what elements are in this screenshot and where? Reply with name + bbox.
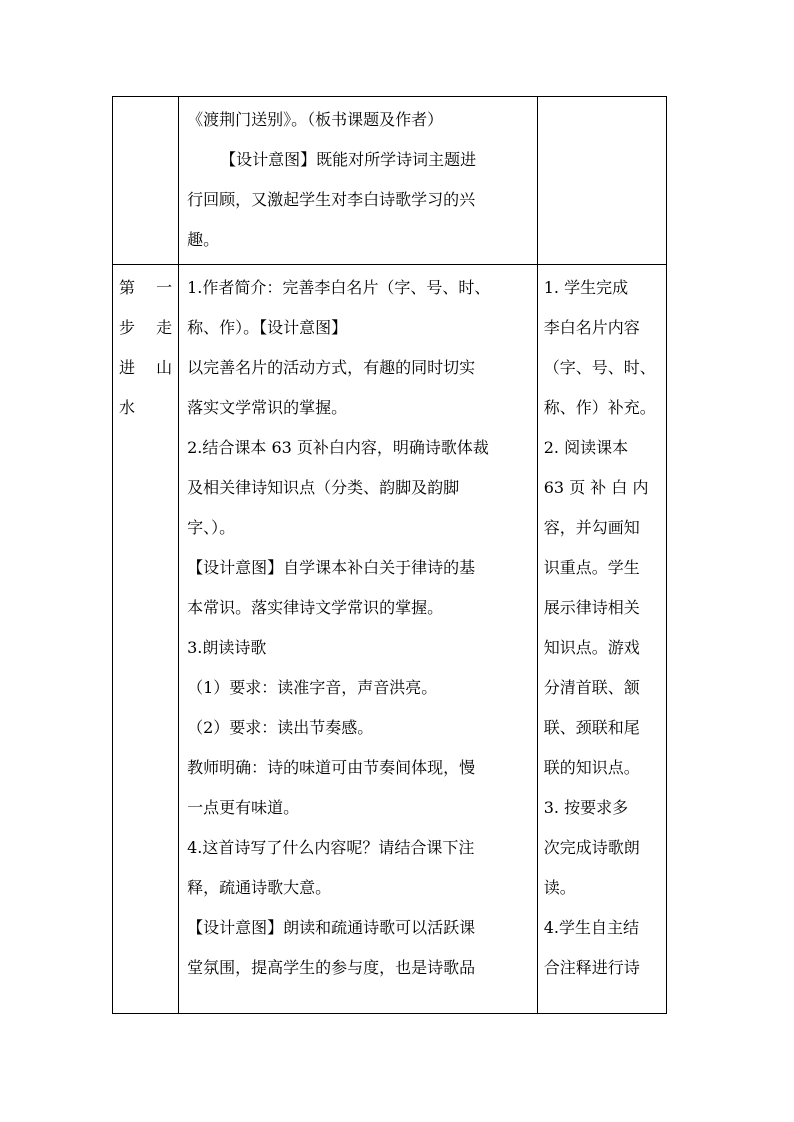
step-label-line: 第 一: [119, 278, 173, 297]
teacher-line: 行回顾，又激起学生对李白诗歌学习的兴: [187, 190, 476, 209]
teacher-line: 趣。: [187, 230, 220, 249]
teacher-line: 称、作）。【设计意图】: [187, 318, 348, 337]
teacher-line: 以完善名片的活动方式，有趣的同时切实: [187, 358, 476, 377]
teacher-line: 字、）。: [187, 518, 236, 537]
student-line: 联、颈联和尾: [543, 718, 640, 737]
step-cell-step-1: [113, 265, 179, 1014]
student-line: 63 页 补 白 内: [543, 478, 649, 497]
teacher-line: （2）要求：读出节奏感。: [187, 718, 374, 737]
teacher-line: （1）要求：读准字音，声音洪亮。: [187, 678, 438, 697]
step-cell-intro: [113, 97, 179, 265]
student-line: 展示律诗相关: [543, 598, 640, 617]
student-line: 李白名片内容: [543, 318, 640, 337]
teacher-activity-cell-intro: [179, 97, 538, 265]
student-activity-cell-step-1: [537, 265, 666, 1014]
step-label-line: 进 山: [119, 358, 173, 377]
step-label-line: 步 走: [119, 318, 173, 337]
teacher-line: 教师明确：诗的味道可由节奏间体现，慢: [187, 758, 476, 777]
teacher-line: 堂氛围，提高学生的参与度，也是诗歌品: [187, 958, 476, 977]
student-line: 称、作）补充。: [543, 398, 656, 417]
student-line: 次完成诗歌朗: [543, 838, 640, 857]
student-line: （字、号、时、: [543, 358, 656, 377]
lesson-plan-table: [112, 96, 667, 1014]
teacher-line: 【设计意图】朗读和疏通诗歌可以活跃课: [187, 918, 476, 937]
teacher-line: 【设计意图】既能对所学诗词主题进: [220, 150, 477, 169]
student-activity-cell-intro: [537, 97, 666, 265]
teacher-line: 1.作者简介：完善李白名片（字、号、时、: [187, 278, 491, 297]
teacher-line: 落实文学常识的掌握。: [187, 398, 348, 417]
student-line: 2. 阅读课本: [543, 438, 629, 457]
student-line: 合注释进行诗: [543, 958, 640, 977]
teacher-line: 【设计意图】自学课本补白关于律诗的基: [187, 558, 476, 577]
teacher-line: 及相关律诗知识点（分类、韵脚及韵脚: [187, 478, 460, 497]
teacher-line: 《渡荆门送别》。（板书课题及作者）: [187, 110, 444, 129]
student-line: 3. 按要求多: [543, 798, 629, 817]
step-label-line: 水: [119, 398, 136, 417]
student-line: 4.学生自主结: [543, 918, 640, 937]
teacher-line: 3.朗读诗歌: [187, 638, 267, 657]
student-line: 1. 学生完成: [543, 278, 629, 297]
teacher-activity-cell-step-1: [179, 265, 538, 1014]
student-line: 读。: [543, 878, 576, 897]
teacher-line: 释，疏通诗歌大意。: [187, 878, 332, 897]
teacher-line: 2.结合课本 63 页补白内容，明确诗歌体裁: [187, 438, 489, 457]
student-line: 容，并勾画知: [543, 518, 640, 537]
student-line: 知识点。游戏: [543, 638, 640, 657]
teacher-line: 本常识。落实律诗文学常识的掌握。: [187, 598, 444, 617]
student-line: 分清首联、颔: [543, 678, 640, 697]
teacher-line: 4.这首诗写了什么内容呢？请结合课下注: [187, 838, 475, 857]
table-row-intro: [113, 97, 667, 265]
student-line: 识重点。学生: [543, 558, 640, 577]
teacher-line: 一点更有味道。: [187, 798, 300, 817]
student-line: 联的知识点。: [543, 758, 640, 777]
table-row-step-1: [113, 265, 667, 1014]
